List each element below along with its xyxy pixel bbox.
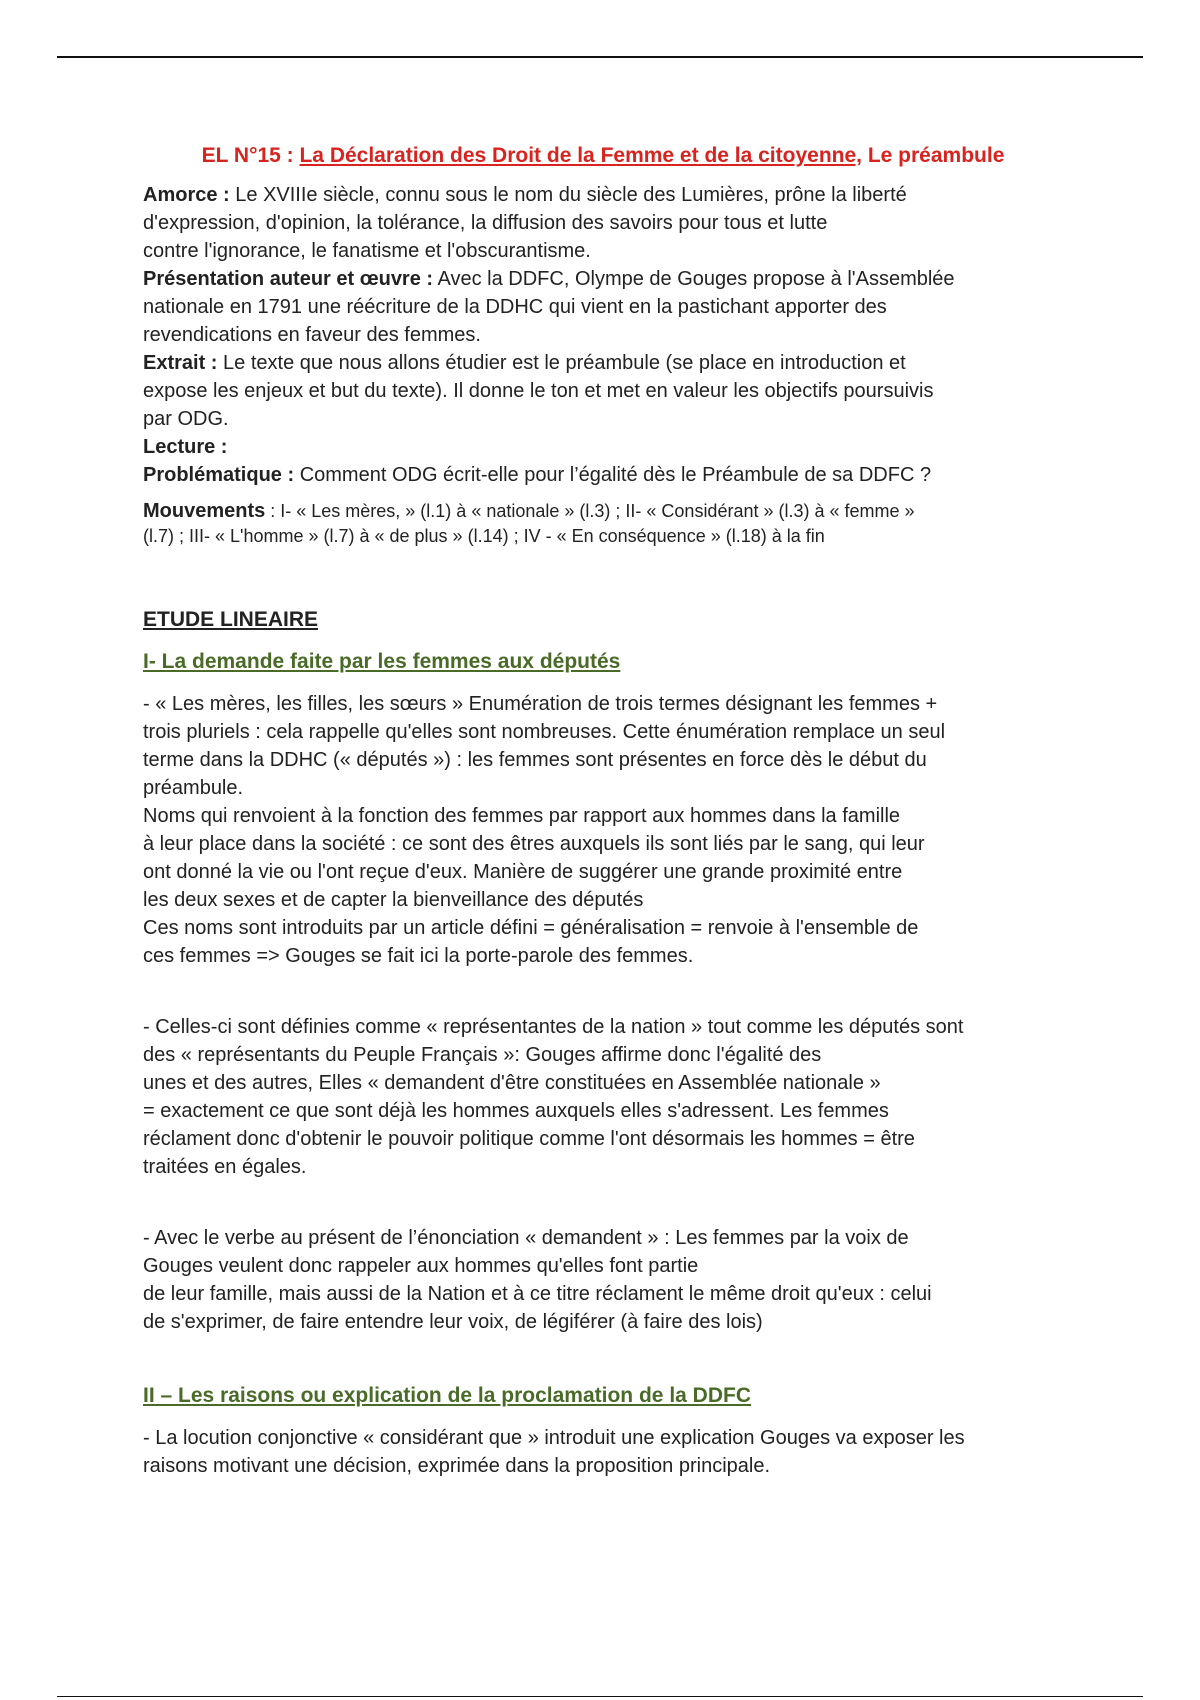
section1-heading: I- La demande faite par les femmes aux députés [143, 650, 621, 673]
etude-heading: ETUDE LINEAIRE [143, 608, 319, 631]
section1-paragraph-3: - Avec le verbe au présent de l’énonciation « demandent » : Les femmes par la voix de Gouges veulent donc rappeler aux hommes qu'elles font partie de leur famille, mais aussi de la Nation et à ce titre réclament le même droit qu'eux : celui de s'exprimer, de faire entendre leur voix, de légiférer (à faire des lois) [143, 1227, 932, 1333]
section1-paragraph-1: - « Les mères, les filles, les sœurs » Enumération de trois termes désignant les femmes + trois pluriels : cela rappelle qu'elles sont nombreuses. Cette énumération remplace un seul terme dans la DDHC (« députés ») : les femmes sont présentes en force dès le début du préambule. Noms qui renvoient à la fonction des femmes par rapport aux hommes dans la famille à leur place dans la société : ce sont des êtres auxquels ils sont liés par le sang, qui leur ont donné la vie ou l'ont reçue d'eux. Manière de suggérer une grande proximité entre les deux sexes et de capter la bienveillance des députés Ces noms sont introduits par un article défini = généralisation = renvoie à l'ensemble de ces femmes => Gouges se fait ici la porte-parole des femmes. [143, 693, 946, 967]
problematique-label: Problématique : [143, 464, 295, 486]
title-prefix: EL N°15 : [201, 144, 300, 167]
title-suffix: Le préambule [862, 144, 1005, 167]
section2-paragraph-1: - La locution conjonctive « considérant que » introduit une explication Gouges va exposer les raisons motivant une décision, exprimée dans la proposition principale. [143, 1427, 965, 1477]
mouvements-paragraph: Mouvements : I- « Les mères, » (l.1) à « nationale » (l.3) ; II- « Considérant » (l.3) à « femme » (l.7) ; III- « L'homme » (l.7) à « de plus » (l.14) ; IV - « En conséquence » (l.18) à la fin [143, 500, 915, 546]
top-rule [57, 56, 1143, 58]
extrait-label: Extrait : [143, 352, 218, 374]
section2-heading: II – Les raisons ou explication de la proclamation de la DDFC [143, 1384, 751, 1407]
presentation-label: Présentation auteur et œuvre : [143, 268, 434, 290]
lecture-label: Lecture : [143, 436, 228, 458]
lecture-paragraph [143, 433, 1063, 461]
section1-paragraph-2: - Celles-ci sont définies comme « représentantes de la nation » tout comme les députés sont des « représentants du Peuple Français »: Gouges affirme donc l'égalité des unes et des autres, Elles « demandent d'être constituées en Assemblée nationale » = exactement ce que sont déjà les hommes auxquels elles s'adressent. Les femmes réclament donc d'obtenir le pouvoir politique comme l'ont désormais les hommes = être traitées en égales. [143, 1016, 964, 1178]
document-title [143, 142, 1063, 170]
presentation-paragraph: Présentation auteur et œuvre : Avec la DDFC, Olympe de Gouges propose à l'Assemblée nationale en 1791 une réécriture de la DDHC qui vient en la pastichant apporter des revendications en faveur des femmes. [143, 268, 955, 346]
amorce-paragraph: Amorce : Le XVIIIe siècle, connu sous le nom du siècle des Lumières, prône la liberté d'expression, d'opinion, la tolérance, la diffusion des savoirs pour tous et lutte contre l'ignorance, le fanatisme et l'obscurantisme. [143, 184, 907, 262]
problematique-paragraph: Problématique : Comment ODG écrit-elle pour l’égalité dès le Préambule de sa DDFC ? [143, 464, 932, 486]
extrait-paragraph: Extrait : Le texte que nous allons étudier est le préambule (se place en introduction et expose les enjeux et but du texte). Il donne le ton et met en valeur les objectifs poursuivis par ODG. [143, 352, 934, 430]
bottom-rule [57, 1696, 1143, 1697]
mouvements-label: Mouvements [143, 500, 266, 522]
title-underlined: La Déclaration des Droit de la Femme et de la citoyenne, [299, 144, 862, 167]
document-body [143, 142, 1063, 1480]
amorce-label: Amorce : [143, 184, 230, 206]
